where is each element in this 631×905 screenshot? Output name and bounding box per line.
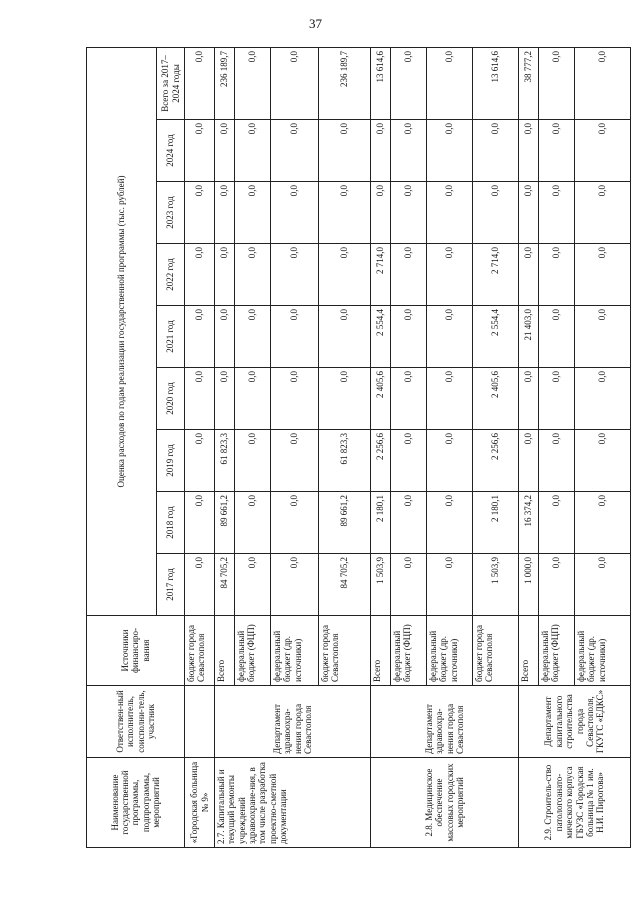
value-cell: 0,0 bbox=[427, 120, 473, 182]
funding-source: бюджет города Севастополя bbox=[319, 616, 371, 686]
value-cell: 0,0 bbox=[185, 492, 215, 554]
value-cell: 2 256,6 bbox=[473, 430, 519, 492]
value-cell: 0,0 bbox=[539, 554, 575, 616]
total-cell: 13 614,6 bbox=[473, 47, 519, 119]
value-cell: 0,0 bbox=[539, 492, 575, 554]
value-cell: 0,0 bbox=[473, 182, 519, 244]
header-year: 2022 год bbox=[157, 244, 185, 306]
value-cell: 89 661,2 bbox=[319, 492, 371, 554]
table-row bbox=[215, 47, 235, 847]
value-cell: 0,0 bbox=[539, 120, 575, 182]
value-cell: 0,0 bbox=[319, 368, 371, 430]
value-cell: 2 405,6 bbox=[371, 368, 391, 430]
value-cell: 0,0 bbox=[371, 182, 391, 244]
value-cell: 0,0 bbox=[539, 182, 575, 244]
value-cell: 0,0 bbox=[391, 306, 427, 368]
value-cell: 0,0 bbox=[575, 244, 631, 306]
funding-source: федеральный бюджет (ФЦП) bbox=[539, 616, 575, 686]
measure-name: 2.7. Капитальный и текущий ремонты учреждений здравоохране-ния, в том числе разработка проектно-сметной документации bbox=[215, 758, 371, 848]
value-cell: 0,0 bbox=[271, 430, 319, 492]
value-cell: 1 000,0 bbox=[519, 554, 539, 616]
value-cell: 0,0 bbox=[235, 492, 271, 554]
header-executor: Ответствен-ный исполнитель, соисполни-тель, участник bbox=[87, 686, 185, 758]
header-year: 2020 год bbox=[157, 368, 185, 430]
table-row bbox=[519, 47, 539, 847]
total-cell: 236 189,7 bbox=[215, 47, 235, 119]
value-cell: 61 823,3 bbox=[215, 430, 235, 492]
value-cell: 2 554,4 bbox=[473, 306, 519, 368]
value-cell: 16 374,2 bbox=[519, 492, 539, 554]
total-cell: 13 614,6 bbox=[371, 47, 391, 119]
value-cell: 0,0 bbox=[427, 430, 473, 492]
measure-name: «Городская больница № 9» bbox=[185, 758, 215, 848]
funding-source: федеральный бюджет (др. источники) bbox=[427, 616, 473, 686]
total-cell: 236 189,7 bbox=[319, 47, 371, 119]
value-cell: 0,0 bbox=[539, 244, 575, 306]
total-cell: 0,0 bbox=[427, 47, 473, 119]
value-cell: 61 823,3 bbox=[319, 430, 371, 492]
value-cell: 84 705,2 bbox=[215, 554, 235, 616]
value-cell: 0,0 bbox=[235, 244, 271, 306]
total-cell: 0,0 bbox=[235, 47, 271, 119]
value-cell: 0,0 bbox=[427, 368, 473, 430]
funding-source: федеральный бюджет (ФЦП) bbox=[391, 616, 427, 686]
value-cell: 0,0 bbox=[427, 492, 473, 554]
value-cell: 0,0 bbox=[473, 120, 519, 182]
value-cell: 0,0 bbox=[575, 182, 631, 244]
page-number: 37 bbox=[309, 16, 322, 31]
value-cell: 0,0 bbox=[235, 306, 271, 368]
value-cell: 2 405,6 bbox=[473, 368, 519, 430]
value-cell: 0,0 bbox=[391, 368, 427, 430]
header-source: Источники финансиро-вания bbox=[87, 616, 185, 686]
value-cell: 0,0 bbox=[271, 306, 319, 368]
funding-source: бюджет города Севастополя bbox=[185, 616, 215, 686]
header-year: 2023 год bbox=[157, 182, 185, 244]
value-cell: 0,0 bbox=[271, 368, 319, 430]
value-cell: 0,0 bbox=[271, 120, 319, 182]
value-cell: 0,0 bbox=[319, 120, 371, 182]
value-cell: 0,0 bbox=[215, 120, 235, 182]
value-cell: 1 503,9 bbox=[371, 554, 391, 616]
total-cell: 0,0 bbox=[271, 47, 319, 119]
executor bbox=[185, 686, 215, 758]
value-cell: 0,0 bbox=[575, 492, 631, 554]
header-year: 2017 год bbox=[157, 554, 185, 616]
value-cell: 0,0 bbox=[427, 182, 473, 244]
value-cell: 0,0 bbox=[235, 430, 271, 492]
value-cell: 0,0 bbox=[319, 182, 371, 244]
value-cell: 0,0 bbox=[185, 120, 215, 182]
value-cell: 2 554,4 bbox=[371, 306, 391, 368]
funding-source: федеральный бюджет (др. источники) bbox=[575, 616, 631, 686]
funding-source: федеральный бюджет (др. источники) bbox=[271, 616, 319, 686]
value-cell: 0,0 bbox=[215, 182, 235, 244]
program-expenses-table bbox=[86, 47, 631, 848]
total-cell: 0,0 bbox=[539, 47, 575, 119]
executor: Департамент здравоохра-нения города Севастополя bbox=[215, 686, 371, 758]
table-row bbox=[371, 47, 391, 847]
header-estimate: Оценка расходов по годам реализации государственной программы (тыс. рублей) bbox=[87, 47, 157, 615]
value-cell: 0,0 bbox=[235, 182, 271, 244]
value-cell: 0,0 bbox=[427, 244, 473, 306]
value-cell: 0,0 bbox=[185, 244, 215, 306]
value-cell: 0,0 bbox=[185, 368, 215, 430]
header-total: Всего за 2017–2024 годы bbox=[157, 47, 185, 119]
value-cell: 0,0 bbox=[519, 244, 539, 306]
total-cell: 0,0 bbox=[391, 47, 427, 119]
value-cell: 0,0 bbox=[271, 182, 319, 244]
total-cell: 38 777,2 bbox=[519, 47, 539, 119]
total-cell: 0,0 bbox=[575, 47, 631, 119]
value-cell: 0,0 bbox=[185, 182, 215, 244]
value-cell: 89 661,2 bbox=[215, 492, 235, 554]
rotated-table-container bbox=[86, 48, 610, 848]
value-cell: 0,0 bbox=[371, 120, 391, 182]
value-cell: 0,0 bbox=[185, 554, 215, 616]
value-cell: 0,0 bbox=[215, 368, 235, 430]
table-row bbox=[185, 47, 215, 847]
value-cell: 2 180,1 bbox=[473, 492, 519, 554]
table-rotation-frame bbox=[86, 48, 610, 848]
executor: Департамент здравоохра-нения города Севастополя bbox=[371, 686, 519, 758]
value-cell: 0,0 bbox=[575, 368, 631, 430]
executor: Департамент капитального строительства города Севастополя, ГКУГС «ЕДКС» bbox=[519, 686, 631, 758]
value-cell: 0,0 bbox=[575, 120, 631, 182]
value-cell: 2 180,1 bbox=[371, 492, 391, 554]
value-cell: 0,0 bbox=[271, 244, 319, 306]
value-cell: 84 705,2 bbox=[319, 554, 371, 616]
value-cell: 0,0 bbox=[235, 120, 271, 182]
value-cell: 0,0 bbox=[215, 244, 235, 306]
value-cell: 0,0 bbox=[539, 306, 575, 368]
header-year: 2018 год bbox=[157, 492, 185, 554]
value-cell: 0,0 bbox=[391, 430, 427, 492]
value-cell: 2 256,6 bbox=[371, 430, 391, 492]
measure-name: 2.8. Медицинское обеспечение массовых городских мероприятий bbox=[371, 758, 519, 848]
value-cell: 0,0 bbox=[235, 368, 271, 430]
header-name: Наименование государственной программы, подпрограммы, мероприятий bbox=[87, 758, 185, 848]
funding-source: Всего bbox=[371, 616, 391, 686]
value-cell: 21 403,0 bbox=[519, 306, 539, 368]
value-cell: 2 714,0 bbox=[371, 244, 391, 306]
value-cell: 0,0 bbox=[391, 120, 427, 182]
measure-name: 2.9. Строитель-ство патологоанато-мического корпуса ГБУЗС «Городская больница № 1 им. Н.И. Пирогова» bbox=[519, 758, 631, 848]
value-cell: 0,0 bbox=[319, 244, 371, 306]
value-cell: 0,0 bbox=[427, 554, 473, 616]
value-cell: 0,0 bbox=[539, 430, 575, 492]
header-year: 2024 год bbox=[157, 120, 185, 182]
value-cell: 0,0 bbox=[391, 182, 427, 244]
value-cell: 0,0 bbox=[575, 430, 631, 492]
value-cell: 0,0 bbox=[271, 492, 319, 554]
value-cell: 0,0 bbox=[271, 554, 319, 616]
value-cell: 0,0 bbox=[427, 306, 473, 368]
value-cell: 0,0 bbox=[575, 554, 631, 616]
value-cell: 0,0 bbox=[185, 306, 215, 368]
funding-source: Всего bbox=[519, 616, 539, 686]
value-cell: 0,0 bbox=[319, 306, 371, 368]
value-cell: 0,0 bbox=[519, 120, 539, 182]
funding-source: федеральный бюджет (ФЦП) bbox=[235, 616, 271, 686]
funding-source: бюджет города Севастополя bbox=[473, 616, 519, 686]
value-cell: 2 714,0 bbox=[473, 244, 519, 306]
value-cell: 0,0 bbox=[519, 430, 539, 492]
header-year: 2021 год bbox=[157, 306, 185, 368]
value-cell: 0,0 bbox=[391, 492, 427, 554]
value-cell: 0,0 bbox=[519, 182, 539, 244]
header-year: 2019 год bbox=[157, 430, 185, 492]
value-cell: 0,0 bbox=[235, 554, 271, 616]
value-cell: 0,0 bbox=[391, 244, 427, 306]
value-cell: 0,0 bbox=[185, 430, 215, 492]
value-cell: 1 503,9 bbox=[473, 554, 519, 616]
value-cell: 0,0 bbox=[575, 306, 631, 368]
funding-source: Всего bbox=[215, 616, 235, 686]
value-cell: 0,0 bbox=[391, 554, 427, 616]
total-cell: 0,0 bbox=[185, 47, 215, 119]
value-cell: 0,0 bbox=[539, 368, 575, 430]
value-cell: 0,0 bbox=[519, 368, 539, 430]
value-cell: 0,0 bbox=[215, 306, 235, 368]
